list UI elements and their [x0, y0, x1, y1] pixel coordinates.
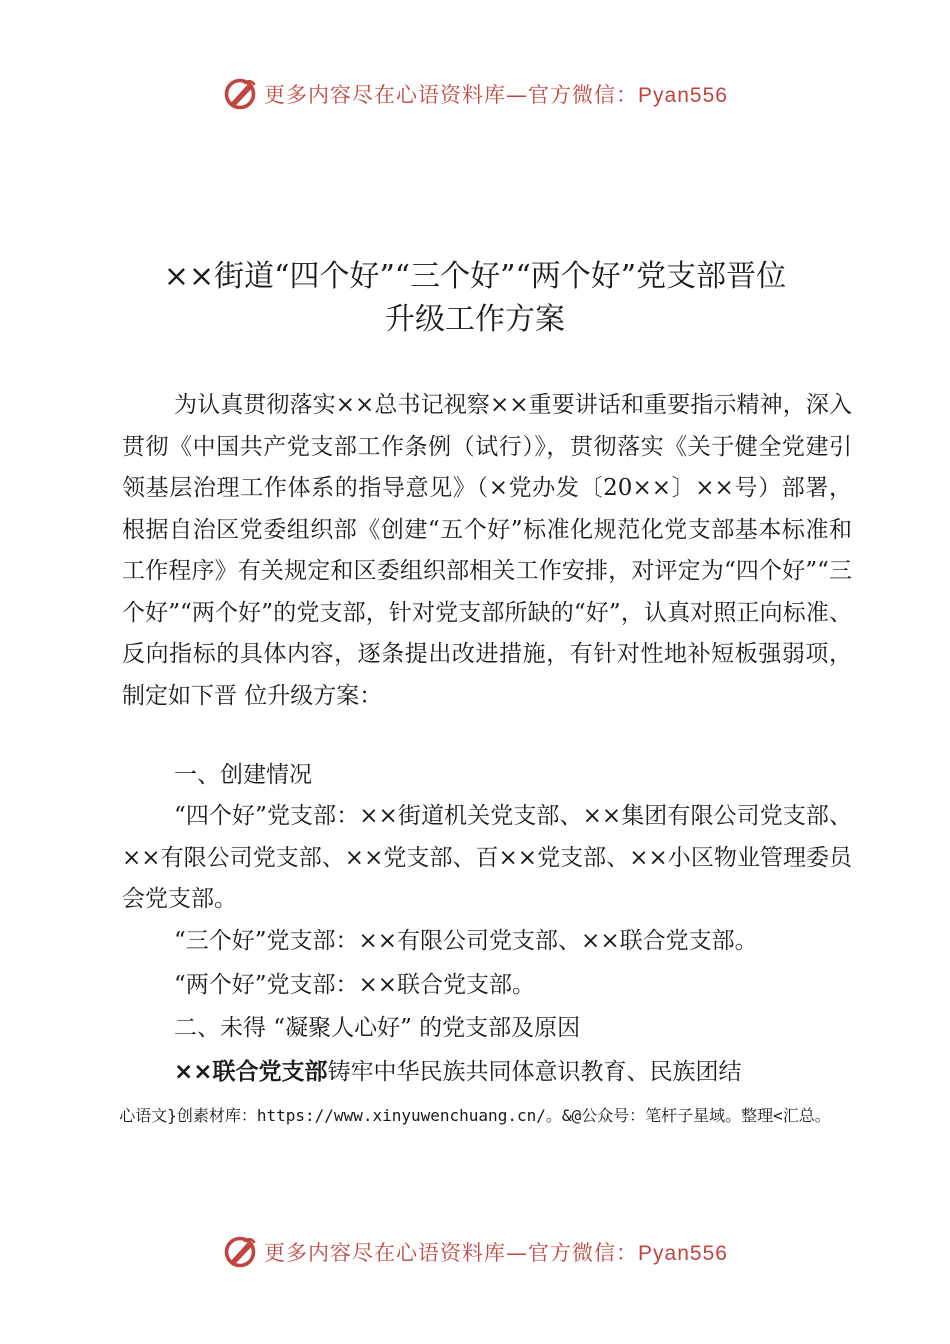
- source-note: 心语文}创素材库：https://www.xinyuwenchuang.cn/。&@公众号：笔杆子星域。整理<汇总。: [119, 1106, 831, 1125]
- banner-text: 更多内容尽在心语资料库—官方微信：Pyan556: [264, 83, 728, 107]
- unit-name: ××联合党支部: [174, 1059, 328, 1085]
- document-title-line-1: ××街道“四个好”“三个好”“两个好”党支部晋位: [163, 259, 787, 294]
- unit-text: 铸牢中华民族共同体意识教育、民族团结: [327, 1059, 742, 1085]
- three-good-paragraph: “三个好”党支部：××有限公司党支部、××联合党支部。: [174, 928, 758, 954]
- wechat-id: Pyan556: [638, 1242, 728, 1265]
- logo-icon: [222, 76, 258, 112]
- section-2-heading: 二、未得 “凝聚人心好” 的党支部及原因: [174, 1015, 581, 1041]
- document-title-line-2: 升级工作方案: [385, 302, 565, 337]
- wechat-id: Pyan556: [638, 84, 728, 107]
- intro-paragraph: 为认真贯彻落实××总书记视察××重要讲话和重要指示精神，深入贯彻《中国共产党支部工作条例（试行）》，贯彻落实《关于健全党建引领基层治理工作体系的指导意见》（×党办发〔20××〕××号）部署，根据自治区党委组织部《创建“五个好”标准化规范化党支部基本标准和工作程序》有关规定和区委组织部相关工作安排，对评定为“四个好”“三个好”“两个好”的党支部，针对党支部所缺的“好”，认真对照正向标准、反向指标的具体内容，逐条提出改进措施，有针对性地补短板强弱项，制定如下晋 位升级方案：: [122, 392, 852, 709]
- header-banner: [0, 72, 950, 116]
- section-1-heading: 一、创建情况: [174, 762, 312, 788]
- footer-banner: [0, 1230, 950, 1274]
- logo-icon: [222, 1234, 258, 1270]
- four-good-paragraph: “四个好”党支部：××街道机关党支部、××集团有限公司党支部、××有限公司党支部、××党支部、百××党支部、××小区物业管理委员会党支部。: [122, 803, 852, 912]
- unit-paragraph: [122, 1052, 852, 1094]
- banner-text: 更多内容尽在心语资料库—官方微信：Pyan556: [264, 1241, 728, 1265]
- two-good-paragraph: “两个好”党支部：××联合党支部。: [174, 972, 536, 998]
